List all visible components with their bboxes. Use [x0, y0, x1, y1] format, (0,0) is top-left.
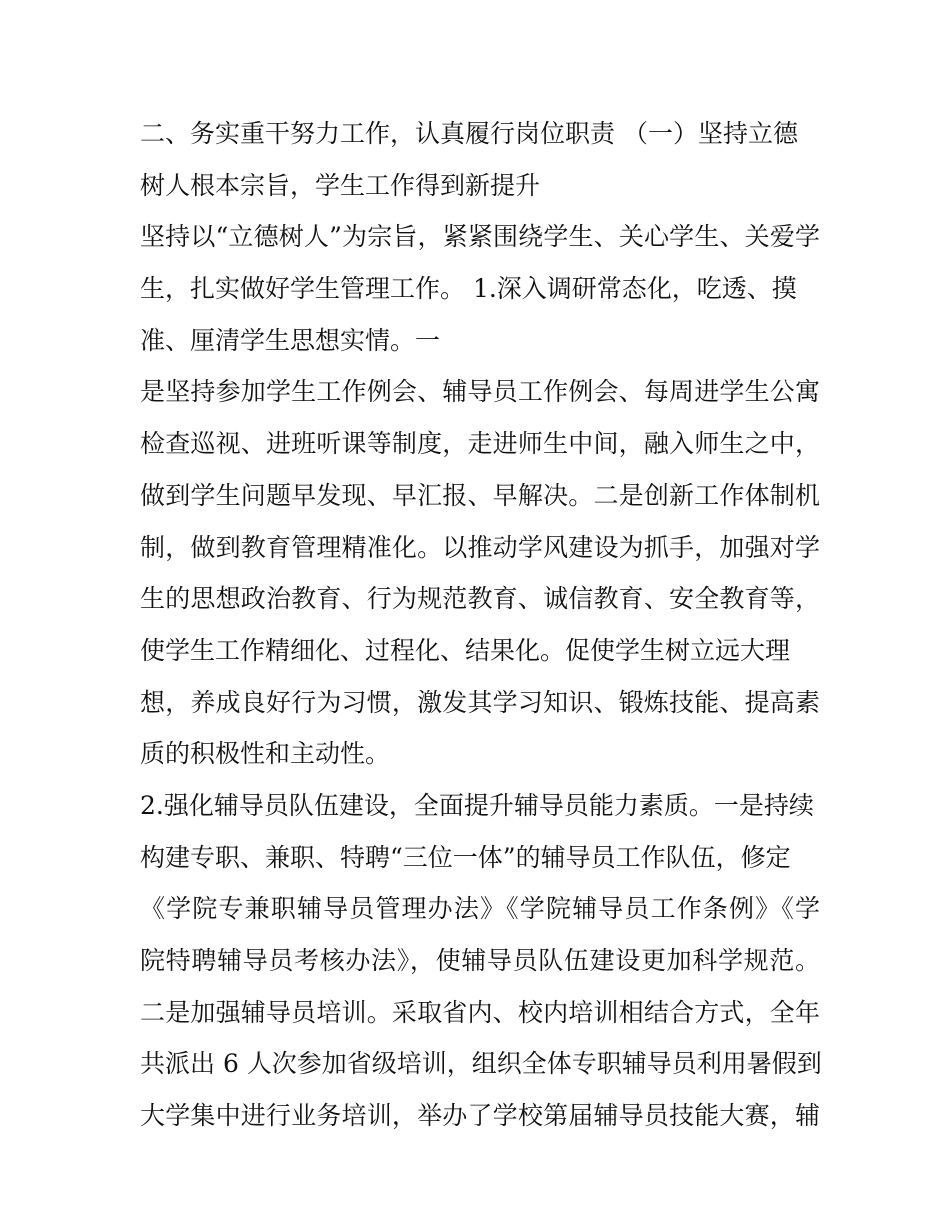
text-line: 院特聘辅导员考核办法》，使辅导员队伍建设更加科学规范。 [140, 946, 820, 975]
text-line: 树人根本宗旨，学生工作得到新提升 [140, 170, 541, 200]
text-line: 使学生工作精细化、过程化、结果化。促使学生树立远大理 [140, 635, 791, 665]
text-line: 大学集中进行业务培训，举办了学校第届辅导员技能大赛，辅 [140, 1101, 820, 1131]
text-line: 二、务实重干努力工作，认真履行岗位职责 （一）坚持立德 [140, 119, 798, 148]
text-line: 检查巡视、进班听课等制度，走进师生中间，融入师生之中， [140, 429, 820, 459]
text-line: 坚持以“立德树人”为宗旨，紧紧围绕学生、关心学生、关爱学 [140, 222, 820, 252]
text-line: 想，养成良好行为习惯，激发其学习知识、锻炼技能、提高素 [140, 687, 820, 717]
text-line: 《学院专兼职辅导员管理办法》《学院辅导员工作条例》《学 [140, 894, 820, 924]
text-line: 做到学生问题早发现、早汇报、早解决。二是创新工作体制机 [140, 480, 820, 510]
text-line: 生的思想政治教育、行为规范教育、诚信教育、安全教育等， [140, 584, 820, 614]
text-line: 构建专职、兼职、特聘“三位一体”的辅导员工作队伍，修定 [140, 842, 791, 872]
text-line: 生，扎实做好学生管理工作。 1.深入调研常态化，吃透、摸 [140, 274, 797, 304]
text-line: 是坚持参加学生工作例会、辅导员工作例会、每周进学生公寓 [140, 377, 820, 407]
text-line: 质的积极性和主动性。 [140, 739, 391, 769]
text-line: 共派出 6 人次参加省级培训，组织全体专职辅导员利用暑假到 [140, 1049, 822, 1079]
text-line: 二是加强辅导员培训。采取省内、校内培训相结合方式，全年 [140, 997, 820, 1027]
text-line: 制，做到教育管理精准化。以推动学风建设为抓手，加强对学 [140, 532, 820, 562]
body-text [140, 108, 820, 1142]
text-line: 2.强化辅导员队伍建设，全面提升辅导员能力素质。一是持续 [140, 790, 814, 820]
text-line: 准、厘清学生思想实情。一 [140, 325, 441, 355]
